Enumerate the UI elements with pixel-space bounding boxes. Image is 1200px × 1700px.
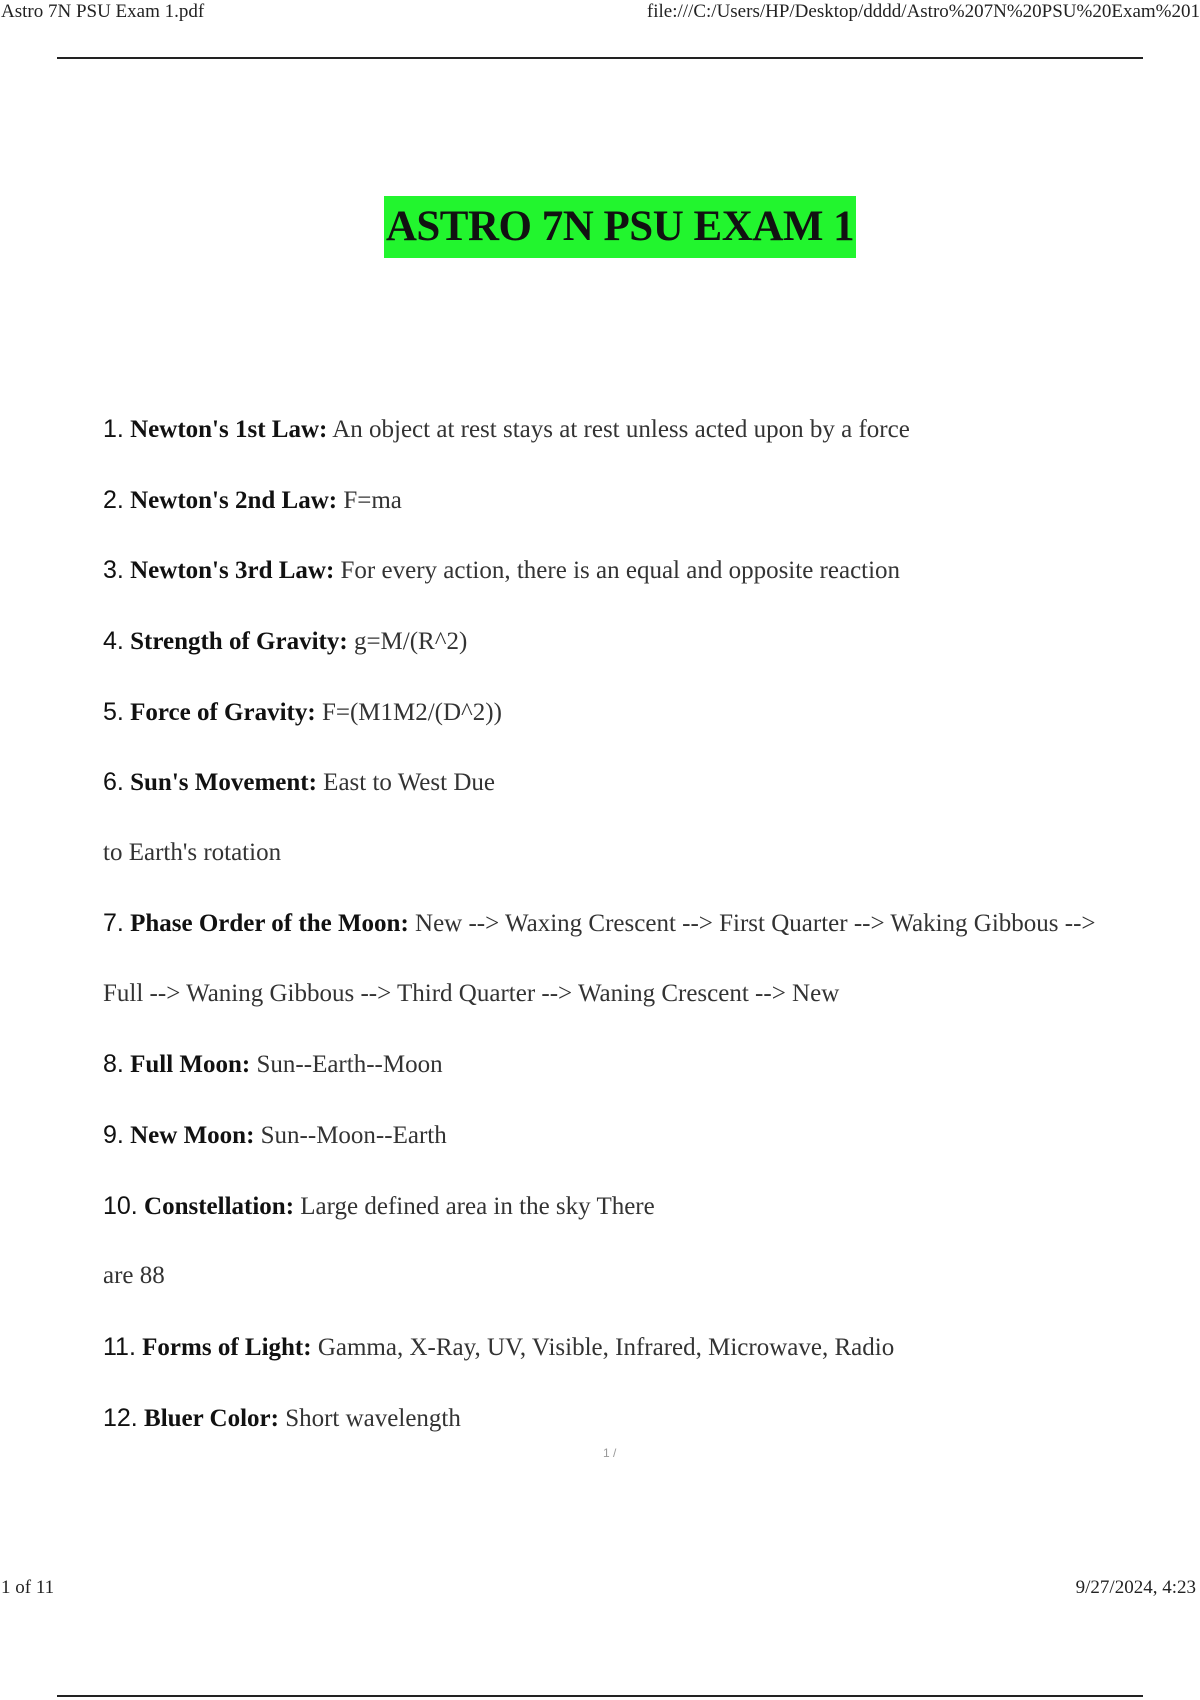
title-container [0,196,1200,258]
document-url: file:///C:/Users/HP/Desktop/dddd/Astro%207N%20PSU%20Exam%201 [646,1,1200,22]
item-number: 10. [103,1192,138,1220]
item-number: 4. [103,627,124,655]
item-term: Newton's 3rd Law: [130,557,335,584]
document-name: Astro 7N PSU Exam 1.pdf [1,1,205,22]
item-term: Bluer Color: [144,1405,279,1432]
list-item-continuation: Full --> Waning Gibbous --> Third Quarter --> Waning Crescent --> New [103,980,840,1007]
header-divider [57,57,1143,59]
print-header [0,0,1200,30]
item-number: 6. [103,768,124,796]
item-definition: F=(M1M2/(D^2)) [321,699,502,726]
item-number: 1. [103,415,124,443]
item-definition: An object at rest stays at rest unless acted upon by a force [332,416,910,443]
list-item [103,1192,655,1221]
list-item [103,909,1096,938]
list-item [103,627,467,656]
item-number: 12. [103,1404,138,1432]
item-number: 8. [103,1050,124,1078]
list-item [103,556,900,585]
item-term: Phase Order of the Moon: [130,910,409,937]
item-term: Force of Gravity: [130,699,316,726]
item-term: New Moon: [130,1122,255,1149]
list-item [103,415,910,444]
item-definition: East to West Due [323,769,495,796]
item-definition: Sun--Earth--Moon [256,1051,443,1078]
item-definition: Short wavelength [285,1405,461,1432]
item-definition: New --> Waxing Crescent --> First Quarter --> Waking Gibbous --> [415,910,1096,937]
list-item [103,698,502,727]
item-number: 3. [103,556,124,584]
item-definition: F=ma [343,487,402,514]
item-number: 5. [103,698,124,726]
item-number: 9. [103,1121,124,1149]
item-term: Full Moon: [130,1051,251,1078]
item-term: Newton's 2nd Law: [130,487,338,514]
item-number: 2. [103,486,124,514]
list-item [103,768,495,797]
item-term: Constellation: [144,1193,295,1220]
page-title: ASTRO 7N PSU EXAM 1 [384,196,856,258]
item-definition: For every action, there is an equal and opposite reaction [340,557,901,584]
item-term: Strength of Gravity: [130,628,348,655]
item-definition: g=M/(R^2) [353,628,468,655]
item-definition: Gamma, X-Ray, UV, Visible, Infrared, Microwave, Radio [317,1334,895,1361]
item-definition: Sun--Moon--Earth [260,1122,447,1149]
item-definition: Large defined area in the sky There [300,1193,655,1220]
item-number: 11. [103,1333,136,1361]
list-item-continuation: are 88 [103,1262,165,1289]
item-term: Sun's Movement: [130,769,317,796]
item-term: Newton's 1st Law: [130,416,328,443]
item-number: 7. [103,909,124,937]
footer-divider [57,1695,1143,1697]
page-count: 1 of 11 [1,1577,55,1598]
list-item-continuation: to Earth's rotation [103,839,282,866]
list-item [103,1050,443,1079]
list-item [103,1404,461,1433]
item-term: Forms of Light: [142,1334,312,1361]
list-item [103,486,402,515]
print-date: 9/27/2024, 4:23 [1075,1577,1196,1598]
list-item [103,1333,894,1362]
page-marker: 1 / [603,1446,617,1460]
list-item [103,1121,447,1150]
